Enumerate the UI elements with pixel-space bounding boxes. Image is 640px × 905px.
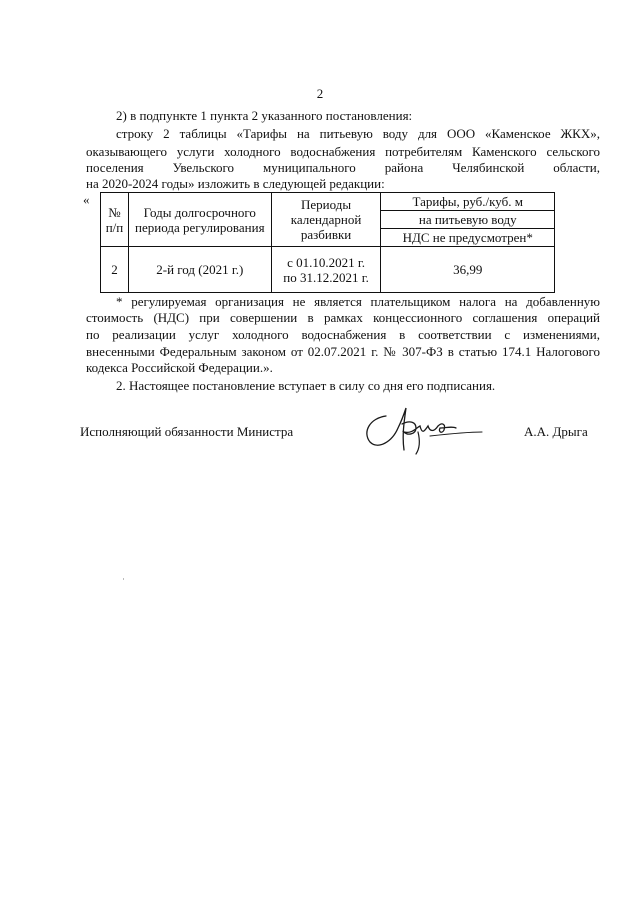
paragraph-line: поселения Увельского муниципального района Челябинской области, <box>86 160 600 175</box>
footnote-line: * регулируемая организация не является плательщиком налога на добавленную <box>116 294 600 309</box>
handwritten-signature <box>358 398 488 458</box>
header-tariffs: Тарифы, руб./куб. м <box>381 193 555 211</box>
row-tariff: 36,99 <box>381 247 555 293</box>
header-periods: Периоды календарной разбивки <box>271 193 381 247</box>
footnote-line: стоимость (НДС) при совершении в рамках концессионного соглашения операций <box>86 310 600 325</box>
header-years: Годы долгосрочного периода регулирования <box>128 193 271 247</box>
table-row <box>101 247 555 293</box>
opening-quote: « <box>83 192 90 207</box>
page-number: 2 <box>316 86 324 101</box>
row-number: 2 <box>101 247 129 293</box>
header-drinking-water: на питьевую воду <box>381 211 555 229</box>
footnote-line: по реализации услуг холодного водоснабжения в соответствии с изменениями, <box>86 327 600 342</box>
header-vat: НДС не предусмотрен* <box>381 229 555 247</box>
row-period <box>271 247 381 293</box>
period-from: с 01.10.2021 г. <box>287 254 365 270</box>
scan-speck <box>123 578 124 580</box>
signatory-name: А.А. Дрыга <box>524 424 588 439</box>
paragraph-line: строку 2 таблицы «Тарифы на питьевую воду для ООО «Каменское ЖКХ», <box>116 126 600 141</box>
item-2-heading: 2) в подпункте 1 пункта 2 указанного постановления: <box>116 108 413 123</box>
footnote-line: кодекса Российской Федерации.». <box>86 360 273 375</box>
signatory-title: Исполняющий обязанности Министра <box>80 424 294 439</box>
tariff-table <box>100 192 555 293</box>
row-year: 2-й год (2021 г.) <box>128 247 271 293</box>
header-number: № п/п <box>101 193 129 247</box>
footnote-line: внесенными Федеральным законом от 02.07.2021 г. № 307-ФЗ в статью 174.1 Налогового <box>86 344 600 359</box>
paragraph-line: на 2020-2024 годы» изложить в следующей редакции: <box>86 176 385 191</box>
item-final: 2. Настоящее постановление вступает в силу со дня его подписания. <box>116 378 496 393</box>
period-to: по 31.12.2021 г. <box>283 269 369 285</box>
paragraph-line: оказывающего услуги холодного водоснабжения потребителям Каменского сельского <box>86 144 600 159</box>
